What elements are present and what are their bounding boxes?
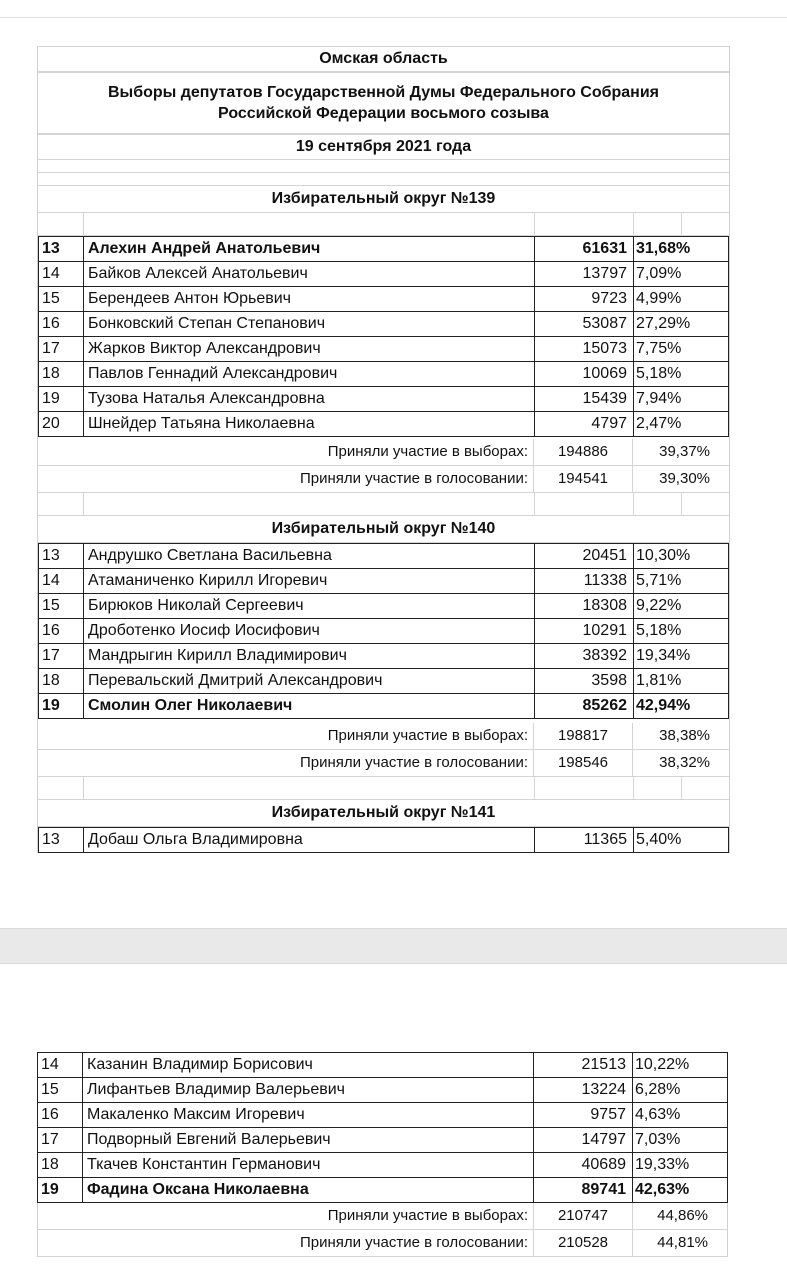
page-break-divider bbox=[0, 928, 787, 964]
candidate-name: Жарков Виктор Александрович bbox=[84, 337, 535, 361]
turnout-voting-row bbox=[38, 466, 729, 493]
candidate-table-139 bbox=[38, 236, 729, 437]
candidate-name: Тузова Наталья Александровна bbox=[84, 387, 535, 411]
candidate-row bbox=[38, 387, 729, 412]
candidate-votes: 61631 bbox=[535, 237, 634, 261]
candidate-votes: 21513 bbox=[534, 1053, 633, 1077]
candidate-name: Добаш Ольга Владимировна bbox=[84, 828, 535, 852]
turnout-elections-percent: 39,37% bbox=[659, 443, 710, 460]
candidate-number: 14 bbox=[38, 1053, 83, 1077]
turnout-elections-value: 210747 bbox=[534, 1203, 633, 1229]
candidate-row bbox=[38, 619, 729, 644]
candidate-number: 18 bbox=[38, 1153, 83, 1177]
turnout-voting-label: Приняли участие в голосовании: bbox=[38, 1230, 534, 1256]
candidate-percent: 19,34% bbox=[636, 647, 691, 664]
election-title-line1: Выборы депутатов Государственной Думы Федерального Собрания bbox=[107, 84, 660, 101]
candidate-name: Дроботенко Иосиф Иосифович bbox=[84, 619, 535, 643]
candidate-name: Берендеев Антон Юрьевич bbox=[84, 287, 535, 311]
spacer-row bbox=[38, 213, 729, 236]
candidate-name: Фадина Оксана Николаевна bbox=[83, 1178, 534, 1202]
spacer-row bbox=[38, 160, 729, 173]
candidate-percent: 7,09% bbox=[636, 265, 682, 282]
candidate-table-141 bbox=[38, 827, 729, 853]
turnout-voting-row bbox=[38, 1230, 727, 1257]
candidate-row bbox=[38, 262, 729, 287]
candidate-name: Байков Алексей Анатольевич bbox=[84, 262, 535, 286]
candidate-row bbox=[37, 1103, 728, 1128]
candidate-name: Атаманиченко Кирилл Игоревич bbox=[84, 569, 535, 593]
candidate-name: Подворный Евгений Валерьевич bbox=[83, 1128, 534, 1152]
candidate-row bbox=[38, 543, 729, 569]
candidate-votes: 3598 bbox=[535, 669, 634, 693]
candidate-percent: 5,71% bbox=[636, 572, 682, 589]
candidate-name: Шнейдер Татьяна Николаевна bbox=[84, 412, 535, 436]
candidate-row bbox=[38, 412, 729, 437]
candidate-percent: 1,81% bbox=[636, 672, 682, 689]
candidate-number: 15 bbox=[39, 594, 84, 618]
candidate-row bbox=[37, 1052, 728, 1078]
candidate-row bbox=[38, 362, 729, 387]
candidate-name: Макаленко Максим Игоревич bbox=[83, 1103, 534, 1127]
candidate-votes: 18308 bbox=[535, 594, 634, 618]
candidate-votes: 13224 bbox=[534, 1078, 633, 1102]
candidate-percent: 2,47% bbox=[636, 415, 682, 432]
candidate-percent: 6,28% bbox=[635, 1081, 681, 1098]
election-title bbox=[38, 72, 729, 134]
district-title-140: Избирательный округ №140 bbox=[38, 516, 729, 543]
candidate-votes: 85262 bbox=[535, 694, 634, 718]
candidate-number: 16 bbox=[39, 619, 84, 643]
candidate-row bbox=[38, 287, 729, 312]
candidate-row bbox=[38, 644, 729, 669]
candidate-votes: 15073 bbox=[535, 337, 634, 361]
candidate-number: 16 bbox=[39, 312, 84, 336]
district-title-139: Избирательный округ №139 bbox=[38, 186, 729, 213]
candidate-percent: 5,18% bbox=[636, 622, 682, 639]
spacer-row bbox=[38, 173, 729, 186]
candidate-number: 17 bbox=[39, 337, 84, 361]
candidate-row bbox=[37, 1078, 728, 1103]
turnout-elections-label: Приняли участие в выборах: bbox=[38, 723, 534, 749]
candidate-votes: 10069 bbox=[535, 362, 634, 386]
region-title: Омская область bbox=[38, 46, 729, 72]
candidate-percent: 4,99% bbox=[636, 290, 682, 307]
results-sheet-page-2 bbox=[37, 1052, 728, 1257]
candidate-percent: 7,75% bbox=[636, 340, 682, 357]
turnout-elections-value: 198817 bbox=[534, 723, 633, 749]
candidate-row bbox=[38, 594, 729, 619]
candidate-votes: 14797 bbox=[534, 1128, 633, 1152]
results-sheet-page-1 bbox=[37, 46, 730, 853]
candidate-votes: 15439 bbox=[535, 387, 634, 411]
district-title-141: Избирательный округ №141 bbox=[38, 800, 729, 827]
candidate-number: 18 bbox=[39, 362, 84, 386]
turnout-elections-percent: 38,38% bbox=[659, 727, 710, 744]
candidate-votes: 89741 bbox=[534, 1178, 633, 1202]
turnout-elections-label: Приняли участие в выборах: bbox=[38, 439, 534, 465]
turnout-elections-row bbox=[38, 723, 729, 750]
candidate-name: Алехин Андрей Анатольевич bbox=[84, 237, 535, 261]
candidate-number: 17 bbox=[38, 1128, 83, 1152]
candidate-number: 15 bbox=[38, 1078, 83, 1102]
candidate-number: 15 bbox=[39, 287, 84, 311]
candidate-number: 13 bbox=[39, 828, 84, 852]
candidate-row bbox=[38, 827, 729, 853]
candidate-votes: 13797 bbox=[535, 262, 634, 286]
candidate-percent: 19,33% bbox=[635, 1156, 690, 1173]
candidate-votes: 4797 bbox=[535, 412, 634, 436]
candidate-number: 14 bbox=[39, 569, 84, 593]
candidate-name: Лифантьев Владимир Валерьевич bbox=[83, 1078, 534, 1102]
candidate-name: Казанин Владимир Борисович bbox=[83, 1053, 534, 1077]
candidate-number: 14 bbox=[39, 262, 84, 286]
candidate-votes: 9723 bbox=[535, 287, 634, 311]
candidate-row bbox=[38, 569, 729, 594]
candidate-percent: 10,30% bbox=[636, 547, 691, 564]
candidate-row bbox=[38, 694, 729, 719]
candidate-percent: 5,40% bbox=[636, 831, 682, 848]
turnout-elections-row bbox=[38, 1203, 727, 1230]
candidate-name: Ткачев Константин Германович bbox=[83, 1153, 534, 1177]
candidate-percent: 7,94% bbox=[636, 390, 682, 407]
candidate-votes: 20451 bbox=[535, 544, 634, 568]
election-title-line2: Российской Федерации восьмого созыва bbox=[218, 105, 549, 122]
election-date: 19 сентября 2021 года bbox=[38, 134, 729, 160]
candidate-number: 13 bbox=[39, 544, 84, 568]
candidate-percent: 42,63% bbox=[635, 1181, 690, 1198]
candidate-table-140 bbox=[38, 543, 729, 719]
candidate-number: 18 bbox=[39, 669, 84, 693]
candidate-percent: 5,18% bbox=[636, 365, 682, 382]
candidate-votes: 11338 bbox=[535, 569, 634, 593]
candidate-number: 19 bbox=[39, 387, 84, 411]
turnout-voting-percent: 38,32% bbox=[659, 754, 710, 771]
candidate-row bbox=[37, 1128, 728, 1153]
candidate-name: Смолин Олег Николаевич bbox=[84, 694, 535, 718]
candidate-row bbox=[37, 1153, 728, 1178]
turnout-voting-label: Приняли участие в голосовании: bbox=[38, 466, 534, 492]
candidate-number: 20 bbox=[39, 412, 84, 436]
candidate-votes: 11365 bbox=[535, 828, 634, 852]
candidate-votes: 38392 bbox=[535, 644, 634, 668]
candidate-percent: 27,29% bbox=[636, 315, 691, 332]
turnout-elections-row bbox=[38, 439, 729, 466]
candidate-name: Мандрыгин Кирилл Владимирович bbox=[84, 644, 535, 668]
turnout-voting-value: 198546 bbox=[534, 750, 633, 776]
turnout-voting-row bbox=[38, 750, 729, 777]
screen-top-bar bbox=[0, 0, 787, 18]
candidate-percent: 4,63% bbox=[635, 1106, 681, 1123]
turnout-voting-label: Приняли участие в голосовании: bbox=[38, 750, 534, 776]
turnout-elections-value: 194886 bbox=[534, 439, 633, 465]
candidate-votes: 40689 bbox=[534, 1153, 633, 1177]
candidate-row bbox=[38, 236, 729, 262]
candidate-votes: 53087 bbox=[535, 312, 634, 336]
candidate-row bbox=[37, 1178, 728, 1203]
candidate-votes: 10291 bbox=[535, 619, 634, 643]
candidate-number: 13 bbox=[39, 237, 84, 261]
turnout-voting-percent: 39,30% bbox=[659, 470, 710, 487]
candidate-name: Бонковский Степан Степанович bbox=[84, 312, 535, 336]
candidate-percent: 42,94% bbox=[636, 697, 691, 714]
candidate-percent: 31,68% bbox=[636, 240, 691, 257]
candidate-row bbox=[38, 312, 729, 337]
candidate-row bbox=[38, 669, 729, 694]
turnout-voting-value: 194541 bbox=[534, 466, 633, 492]
candidate-number: 19 bbox=[39, 694, 84, 718]
candidate-votes: 9757 bbox=[534, 1103, 633, 1127]
candidate-name: Перевальский Дмитрий Александрович bbox=[84, 669, 535, 693]
candidate-name: Бирюков Николай Сергеевич bbox=[84, 594, 535, 618]
candidate-percent: 10,22% bbox=[635, 1056, 690, 1073]
candidate-number: 16 bbox=[38, 1103, 83, 1127]
turnout-elections-percent: 44,86% bbox=[657, 1207, 708, 1224]
turnout-voting-value: 210528 bbox=[534, 1230, 633, 1256]
candidate-number: 17 bbox=[39, 644, 84, 668]
spacer-row bbox=[38, 777, 729, 800]
candidate-percent: 7,03% bbox=[635, 1131, 681, 1148]
candidate-name: Павлов Геннадий Александрович bbox=[84, 362, 535, 386]
candidate-name: Андрушко Светлана Васильевна bbox=[84, 544, 535, 568]
candidate-table-141-continued bbox=[37, 1052, 728, 1203]
spacer-row bbox=[38, 493, 729, 516]
turnout-elections-label: Приняли участие в выборах: bbox=[38, 1203, 534, 1229]
candidate-row bbox=[38, 337, 729, 362]
candidate-number: 19 bbox=[38, 1178, 83, 1202]
candidate-percent: 9,22% bbox=[636, 597, 682, 614]
turnout-voting-percent: 44,81% bbox=[657, 1234, 708, 1251]
